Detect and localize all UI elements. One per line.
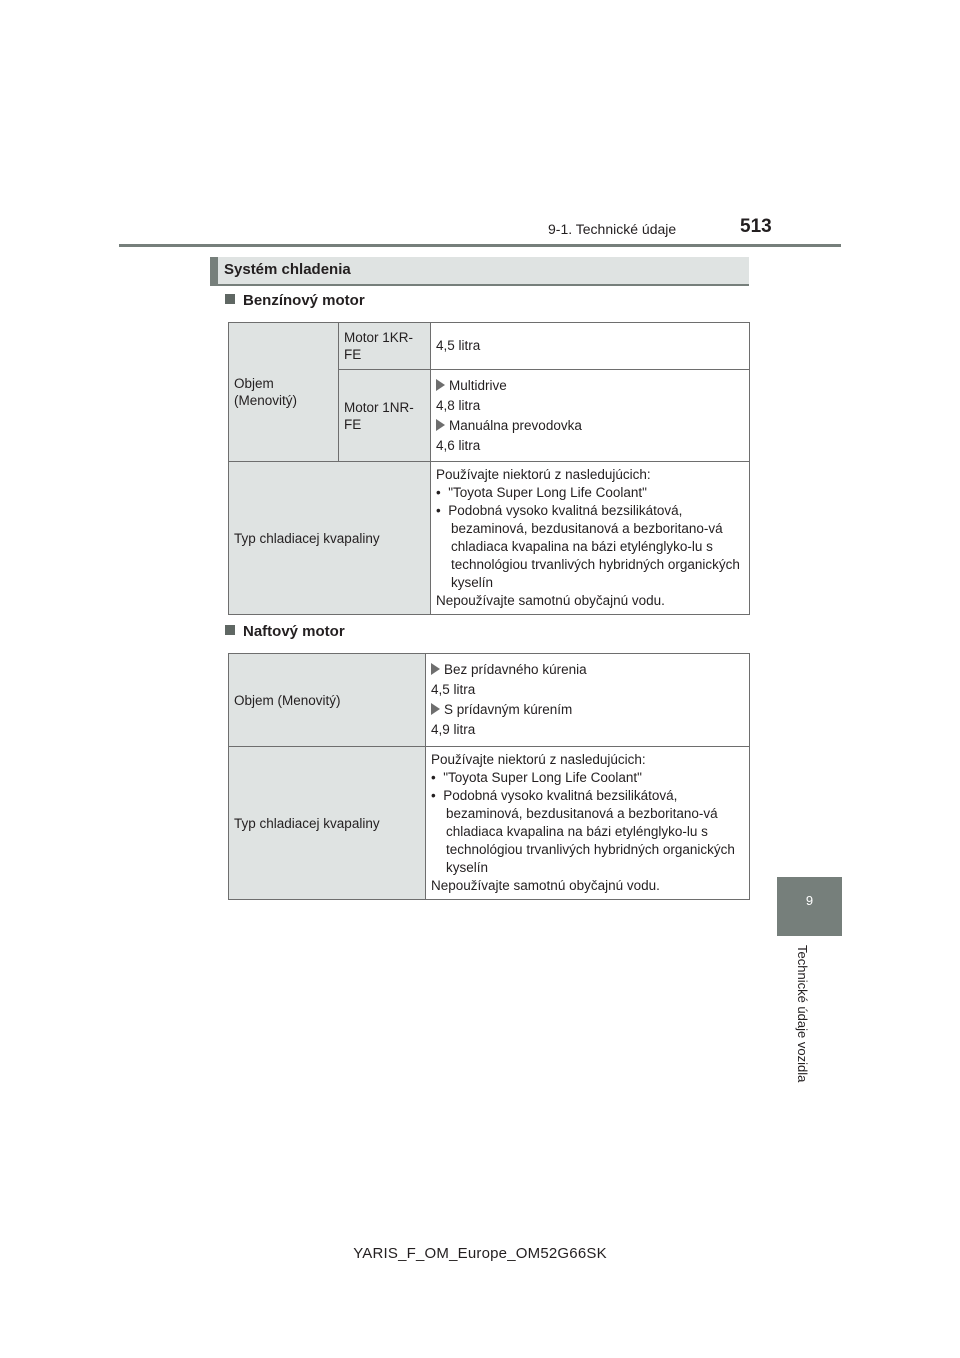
capacity-value: 4,5 litra <box>431 682 476 697</box>
coolant-option: • Podobná vysoko kvalitná bezsilikátová, bezaminová, bezdusitanová a bezboritano-vá chladiaca kvapalina na bázi etylénglyko-lu s technológiou trvanlivých hybridných organických kyselín <box>436 503 740 590</box>
option-label: Multidrive <box>449 377 507 393</box>
capacity-value: 4,6 litra <box>436 437 481 453</box>
triangle-bullet-icon <box>436 379 445 391</box>
square-bullet-icon <box>225 294 235 304</box>
coolant-option: • "Toyota Super Long Life Coolant" <box>436 485 647 500</box>
capacity-value: 4,5 litra <box>431 323 750 370</box>
triangle-bullet-icon <box>431 663 440 675</box>
coolant-option-text: "Toyota Super Long Life Coolant" <box>448 485 647 500</box>
engine-label: Motor 1NR-FE <box>339 370 431 462</box>
capacity-options <box>431 370 750 462</box>
volume-label: Objem (Menovitý) <box>229 654 426 747</box>
document-footer: YARIS_F_OM_Europe_OM52G66SK <box>353 1245 607 1262</box>
option-line <box>431 661 744 679</box>
capacity-value: 4,9 litra <box>431 722 476 737</box>
chapter-title: Technické údaje vozidla <box>795 945 810 1083</box>
section-header: 9-1. Technické údaje <box>548 221 677 237</box>
option-label: Manuálna prevodovka <box>449 417 582 433</box>
gasoline-heading <box>225 292 365 309</box>
coolant-warning: Nepoužívajte samotnú obyčajnú vodu. <box>431 878 660 893</box>
diesel-heading <box>225 623 345 640</box>
square-bullet-icon <box>225 625 235 635</box>
option-line <box>436 377 744 395</box>
coolant-type-label: Typ chladiacej kvapaliny <box>229 747 426 900</box>
capacity-value: 4,8 litra <box>436 397 481 413</box>
option-label: Bez prídavného kúrenia <box>444 662 587 677</box>
coolant-option: • "Toyota Super Long Life Coolant" <box>431 770 642 785</box>
section-title: Systém chladenia <box>224 261 351 278</box>
triangle-bullet-icon <box>436 419 445 431</box>
header-rule <box>119 244 841 247</box>
volume-label: Objem (Menovitý) <box>229 323 339 462</box>
coolant-type-label: Typ chladiacej kvapaliny <box>229 462 431 615</box>
coolant-option-text: Podobná vysoko kvalitná bezsilikátová, bezaminová, bezdusitanová a bezboritano-vá chladiaca kvapalina na bázi etylénglyko-lu s technológiou trvanlivých hybridných organických kyselín <box>448 503 740 590</box>
diesel-heading-text: Naftový motor <box>243 623 345 640</box>
coolant-option-text: "Toyota Super Long Life Coolant" <box>443 770 642 785</box>
option-label: S prídavným kúrením <box>444 702 573 717</box>
coolant-intro: Používajte niektorú z nasledujúcich: <box>431 752 646 767</box>
gasoline-heading-text: Benzínový motor <box>243 292 365 309</box>
option-line <box>436 417 744 435</box>
engine-label: Motor 1KR-FE <box>339 323 431 370</box>
coolant-warning: Nepoužívajte samotnú obyčajnú vodu. <box>436 593 665 608</box>
chapter-number: 9 <box>805 893 814 908</box>
capacity-options <box>426 654 750 747</box>
diesel-spec-table <box>228 653 750 900</box>
page-number: 513 <box>740 216 772 237</box>
coolant-intro: Používajte niektorú z nasledujúcich: <box>436 467 651 482</box>
triangle-bullet-icon <box>431 703 440 715</box>
gasoline-spec-table <box>228 322 750 615</box>
coolant-type-value <box>431 462 750 615</box>
coolant-option-text: Podobná vysoko kvalitná bezsilikátová, bezaminová, bezdusitanová a bezboritano-vá chladiaca kvapalina na bázi etylénglyko-lu s technológiou trvanlivých hybridných organických kyselín <box>443 788 735 875</box>
coolant-option: • Podobná vysoko kvalitná bezsilikátová, bezaminová, bezdusitanová a bezboritano-vá chladiaca kvapalina na bázi etylénglyko-lu s technológiou trvanlivých hybridných organických kyselín <box>431 788 735 875</box>
section-title-accent <box>210 257 218 286</box>
coolant-type-value <box>426 747 750 900</box>
option-line <box>431 701 744 719</box>
